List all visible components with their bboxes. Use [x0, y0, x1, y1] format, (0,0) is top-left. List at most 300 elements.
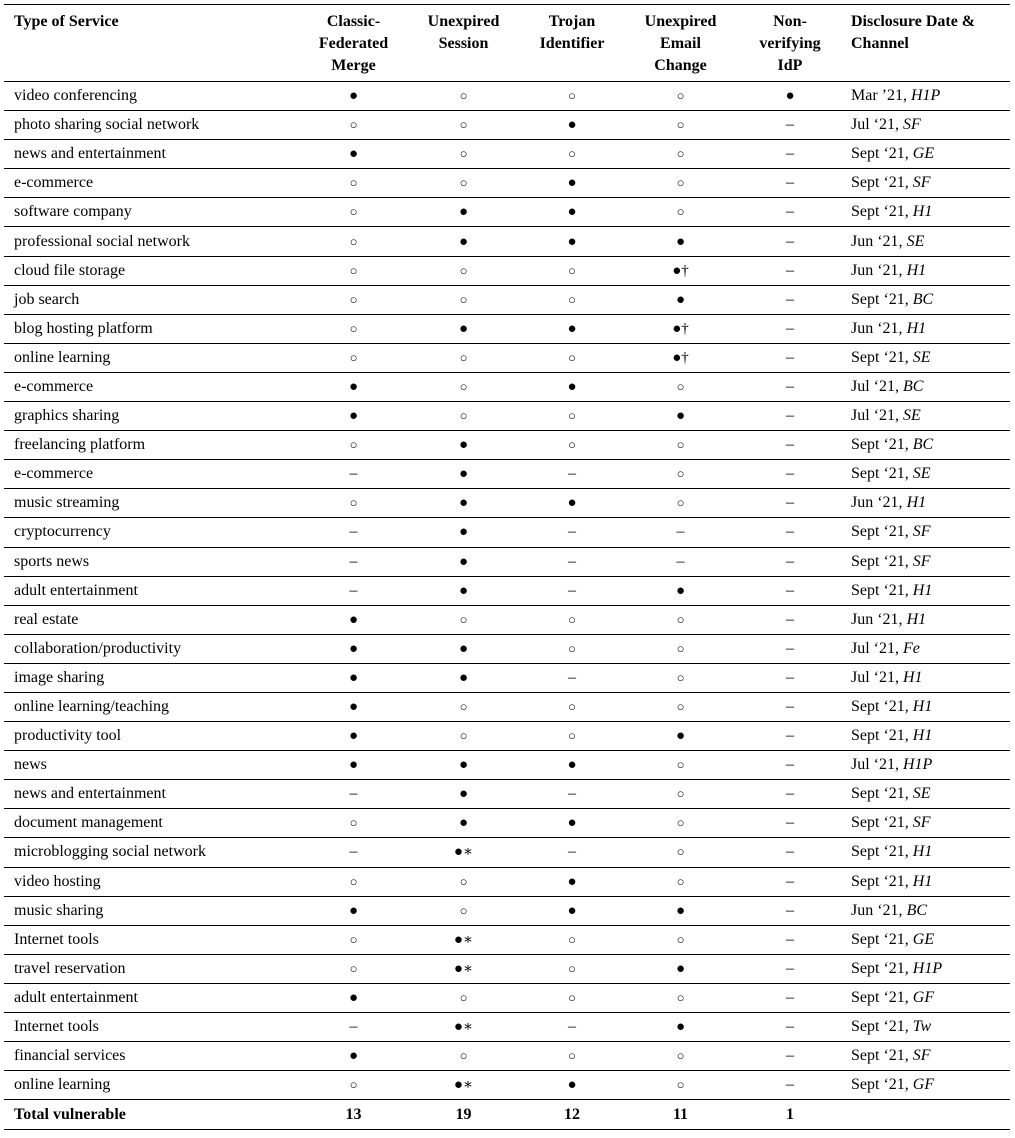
disclosure-channel: H1: [906, 319, 927, 337]
dash-icon: –: [786, 552, 794, 570]
unexpired-email-change-cell: [622, 867, 739, 896]
classic-federated-merge-cell: [302, 983, 405, 1012]
classic-federated-merge-cell: [302, 111, 405, 140]
unexpired-email-change-cell: [622, 402, 739, 431]
table-row: [4, 1013, 1010, 1042]
non-verifying-idp-cell: [739, 634, 841, 663]
dash-icon: –: [786, 727, 794, 745]
dash-icon: –: [786, 290, 794, 308]
disclosure-date: Sept ‘21,: [851, 436, 909, 454]
trojan-identifier-cell: [522, 169, 622, 198]
trojan-identifier-cell: [522, 751, 622, 780]
dash-icon: –: [786, 174, 794, 192]
service-type-cell: e-commerce: [14, 174, 94, 192]
trojan-identifier-cell: [522, 489, 622, 518]
unexpired-session-cell: [405, 838, 522, 867]
disclosure-date: Sept ‘21,: [851, 348, 909, 366]
service-type-cell: adult entertainment: [14, 581, 138, 599]
trojan-identifier-cell: [522, 925, 622, 954]
classic-federated-merge-cell: [302, 605, 405, 634]
dash-icon: –: [786, 407, 794, 425]
disclosure-date: Jun ‘21,: [851, 261, 903, 279]
disclosure-cell: [841, 1013, 1010, 1042]
header-row: [4, 5, 1010, 82]
open-circle-icon: ○: [676, 699, 685, 715]
disclosure-cell: [841, 314, 1010, 343]
unexpired-session-cell: [405, 256, 522, 285]
dash-icon: –: [786, 1018, 794, 1036]
filled-circle-icon: ●: [458, 815, 469, 832]
disclosure-channel: SE: [912, 348, 931, 366]
table-row: [4, 402, 1010, 431]
non-verifying-idp-cell: [739, 605, 841, 634]
trojan-identifier-cell: [522, 111, 622, 140]
service-type-cell: news and entertainment: [14, 785, 166, 803]
disclosure-channel: SE: [906, 232, 925, 250]
filled-circle-icon: ●: [567, 873, 577, 890]
disclosure-channel: H1P: [910, 87, 941, 105]
unexpired-email-change-cell: [622, 111, 739, 140]
filled-circle-icon: ●: [567, 902, 577, 919]
table-row: [4, 489, 1010, 518]
disclosure-cell: [841, 954, 1010, 983]
trojan-identifier-cell: [522, 140, 622, 169]
open-circle-icon: ○: [676, 204, 685, 220]
unexpired-email-change-cell: [622, 1071, 739, 1100]
table-row: [4, 285, 1010, 314]
disclosure-cell: [841, 751, 1010, 780]
service-type-cell: cryptocurrency: [14, 523, 111, 541]
open-circle-icon: ○: [676, 873, 685, 889]
service-type-cell: microblogging social network: [14, 843, 206, 861]
trojan-identifier-cell: [522, 576, 622, 605]
disclosure-date: Sept ‘21,: [851, 930, 909, 948]
total-empty-cell: [841, 1100, 1010, 1130]
unexpired-session-cell: [405, 663, 522, 692]
non-verifying-idp-cell: [739, 925, 841, 954]
classic-federated-merge-cell: [302, 227, 405, 256]
service-type-cell: Internet tools: [14, 1018, 99, 1036]
open-circle-icon: ○: [676, 495, 685, 511]
dash-icon: –: [349, 581, 358, 599]
classic-federated-merge-cell: [302, 896, 405, 925]
service-type-cell: adult entertainment: [14, 988, 138, 1006]
disclosure-date: Sept ‘21,: [851, 581, 909, 599]
classic-federated-merge-cell: [302, 838, 405, 867]
open-circle-icon: ○: [349, 204, 358, 220]
open-circle-icon: ○: [568, 88, 576, 104]
unexpired-session-cell: [405, 634, 522, 663]
filled-circle-icon: ●∗: [453, 1019, 474, 1036]
dash-icon: –: [786, 668, 794, 686]
non-verifying-idp-cell: [739, 722, 841, 751]
classic-federated-merge-cell: [302, 518, 405, 547]
open-circle-icon: ○: [459, 175, 468, 191]
trojan-identifier-cell: [522, 780, 622, 809]
filled-circle-icon: ●: [458, 437, 469, 454]
trojan-identifier-cell: [522, 256, 622, 285]
vulnerability-table: [4, 4, 1010, 1130]
unexpired-email-change-cell: [622, 605, 739, 634]
header-classic-federated-merge: Classic- Federated Merge: [318, 13, 389, 74]
non-verifying-idp-cell: [739, 402, 841, 431]
filled-circle-icon: ●: [567, 204, 577, 221]
unexpired-session-cell: [405, 722, 522, 751]
disclosure-channel: BC: [912, 290, 934, 308]
open-circle-icon: ○: [676, 844, 685, 860]
total-classic-federated-merge: 13: [345, 1105, 362, 1123]
trojan-identifier-cell: [522, 1013, 622, 1042]
dash-icon: –: [349, 552, 358, 570]
filled-circle-icon: ●: [458, 524, 469, 541]
disclosure-channel: SF: [912, 174, 931, 192]
table-row: [4, 896, 1010, 925]
non-verifying-idp-cell: [739, 256, 841, 285]
filled-circle-icon: ●†: [672, 262, 689, 279]
disclosure-cell: [841, 547, 1010, 576]
table-row: [4, 140, 1010, 169]
filled-circle-icon: ●: [567, 495, 577, 512]
filled-circle-icon: ●: [675, 291, 686, 308]
trojan-identifier-cell: [522, 198, 622, 227]
trojan-identifier-cell: [522, 663, 622, 692]
classic-federated-merge-cell: [302, 634, 405, 663]
open-circle-icon: ○: [459, 699, 468, 715]
disclosure-cell: [841, 896, 1010, 925]
trojan-identifier-cell: [522, 896, 622, 925]
trojan-identifier-cell: [522, 867, 622, 896]
non-verifying-idp-cell: [739, 489, 841, 518]
service-type-cell: financial services: [14, 1047, 126, 1065]
classic-federated-merge-cell: [302, 954, 405, 983]
classic-federated-merge-cell: [302, 1042, 405, 1071]
open-circle-icon: ○: [676, 815, 685, 831]
table-row: [4, 983, 1010, 1012]
table-row: [4, 431, 1010, 460]
disclosure-channel: GF: [912, 1076, 935, 1094]
open-circle-icon: ○: [349, 291, 358, 307]
disclosure-date: Sept ‘21,: [851, 727, 909, 745]
service-type-cell: document management: [14, 814, 163, 832]
classic-federated-merge-cell: [302, 256, 405, 285]
open-circle-icon: ○: [459, 873, 468, 889]
classic-federated-merge-cell: [302, 198, 405, 227]
unexpired-email-change-cell: [622, 169, 739, 198]
classic-federated-merge-cell: [302, 314, 405, 343]
table-row: [4, 372, 1010, 401]
filled-circle-icon: ●: [567, 1077, 577, 1094]
filled-circle-icon: ●: [675, 902, 686, 919]
non-verifying-idp-cell: [739, 82, 841, 111]
table-row: [4, 1071, 1010, 1100]
disclosure-channel: H1: [912, 698, 933, 716]
disclosure-cell: [841, 227, 1010, 256]
unexpired-email-change-cell: [622, 460, 739, 489]
table-row: [4, 256, 1010, 285]
filled-circle-icon: ●: [675, 408, 686, 425]
service-type-cell: image sharing: [14, 668, 105, 686]
open-circle-icon: ○: [676, 88, 685, 104]
non-verifying-idp-cell: [739, 547, 841, 576]
trojan-identifier-cell: [522, 402, 622, 431]
service-type-cell: e-commerce: [14, 465, 94, 483]
disclosure-date: Sept ‘21,: [851, 552, 909, 570]
trojan-identifier-cell: [522, 1071, 622, 1100]
unexpired-session-cell: [405, 751, 522, 780]
unexpired-session-cell: [405, 983, 522, 1012]
filled-circle-icon: ●: [567, 233, 577, 250]
non-verifying-idp-cell: [739, 838, 841, 867]
disclosure-date: Sept ‘21,: [851, 1047, 909, 1065]
table-row: [4, 663, 1010, 692]
dash-icon: –: [786, 901, 794, 919]
service-type-cell: photo sharing social network: [14, 116, 200, 134]
trojan-identifier-cell: [522, 838, 622, 867]
open-circle-icon: ○: [676, 931, 685, 947]
disclosure-channel: SE: [912, 465, 931, 483]
table-row: [4, 925, 1010, 954]
filled-circle-icon: ●∗: [453, 960, 474, 977]
unexpired-email-change-cell: [622, 518, 739, 547]
open-circle-icon: ○: [568, 349, 576, 365]
service-type-cell: graphics sharing: [14, 407, 120, 425]
non-verifying-idp-cell: [739, 1042, 841, 1071]
disclosure-date: Jul ‘21,: [851, 639, 899, 657]
filled-circle-icon: ●: [567, 378, 577, 395]
table-row: [4, 605, 1010, 634]
trojan-identifier-cell: [522, 82, 622, 111]
disclosure-channel: SF: [912, 814, 931, 832]
open-circle-icon: ○: [459, 117, 468, 133]
disclosure-cell: [841, 1071, 1010, 1100]
disclosure-channel: Fe: [903, 639, 920, 657]
unexpired-session-cell: [405, 140, 522, 169]
dash-icon: –: [786, 988, 794, 1006]
open-circle-icon: ○: [676, 669, 685, 685]
dash-icon: –: [568, 581, 576, 599]
open-circle-icon: ○: [349, 117, 358, 133]
disclosure-cell: [841, 489, 1010, 518]
classic-federated-merge-cell: [302, 867, 405, 896]
open-circle-icon: ○: [568, 291, 576, 307]
disclosure-channel: H1: [906, 261, 927, 279]
unexpired-session-cell: [405, 285, 522, 314]
dash-icon: –: [786, 639, 794, 657]
disclosure-channel: H1: [912, 581, 933, 599]
disclosure-channel: SF: [912, 552, 931, 570]
filled-circle-icon: ●: [458, 320, 469, 337]
total-trojan-identifier: 12: [564, 1105, 580, 1123]
header-trojan-identifier: Trojan Identifier: [539, 13, 605, 52]
disclosure-channel: BC: [903, 377, 924, 395]
table-row: [4, 169, 1010, 198]
open-circle-icon: ○: [459, 88, 468, 104]
dash-icon: –: [786, 348, 794, 366]
non-verifying-idp-cell: [739, 460, 841, 489]
unexpired-email-change-cell: [622, 372, 739, 401]
disclosure-date: Jun ‘21,: [851, 901, 903, 919]
filled-circle-icon: ●: [348, 640, 359, 657]
unexpired-email-change-cell: [622, 925, 739, 954]
disclosure-channel: SE: [912, 785, 931, 803]
open-circle-icon: ○: [459, 262, 468, 278]
filled-circle-icon: ●: [348, 1048, 359, 1065]
filled-circle-icon: ●: [675, 582, 686, 599]
filled-circle-icon: ●: [348, 728, 359, 745]
open-circle-icon: ○: [349, 815, 358, 831]
unexpired-email-change-cell: [622, 140, 739, 169]
unexpired-email-change-cell: [622, 1042, 739, 1071]
disclosure-channel: H1: [912, 843, 933, 861]
service-type-cell: sports news: [14, 552, 90, 570]
unexpired-session-cell: [405, 372, 522, 401]
open-circle-icon: ○: [676, 611, 685, 627]
disclosure-date: Sept ‘21,: [851, 523, 909, 541]
dash-icon: –: [676, 552, 685, 570]
service-type-cell: travel reservation: [14, 959, 126, 977]
unexpired-email-change-cell: [622, 1013, 739, 1042]
disclosure-cell: [841, 663, 1010, 692]
table-row: [4, 1042, 1010, 1071]
unexpired-session-cell: [405, 343, 522, 372]
unexpired-session-cell: [405, 431, 522, 460]
open-circle-icon: ○: [349, 262, 358, 278]
unexpired-session-cell: [405, 489, 522, 518]
filled-circle-icon: ●: [458, 466, 469, 483]
unexpired-email-change-cell: [622, 780, 739, 809]
service-type-cell: cloud file storage: [14, 261, 126, 279]
classic-federated-merge-cell: [302, 431, 405, 460]
disclosure-date: Sept ‘21,: [851, 785, 909, 803]
service-type-cell: music sharing: [14, 901, 104, 919]
non-verifying-idp-cell: [739, 867, 841, 896]
filled-circle-icon: ●: [348, 902, 359, 919]
filled-circle-icon: ●: [567, 757, 577, 774]
header-service-type: Type of Service: [14, 13, 119, 30]
filled-circle-icon: ●: [348, 378, 359, 395]
unexpired-session-cell: [405, 780, 522, 809]
open-circle-icon: ○: [459, 291, 468, 307]
trojan-identifier-cell: [522, 343, 622, 372]
open-circle-icon: ○: [676, 1048, 685, 1064]
header-disclosure-date-channel: Disclosure Date & Channel: [851, 13, 976, 52]
open-circle-icon: ○: [349, 233, 358, 249]
unexpired-session-cell: [405, 402, 522, 431]
non-verifying-idp-cell: [739, 431, 841, 460]
open-circle-icon: ○: [568, 146, 576, 162]
unexpired-session-cell: [405, 1013, 522, 1042]
dash-icon: –: [786, 1076, 794, 1094]
classic-federated-merge-cell: [302, 1071, 405, 1100]
unexpired-session-cell: [405, 692, 522, 721]
disclosure-cell: [841, 140, 1010, 169]
filled-circle-icon: ●: [458, 204, 469, 221]
service-type-cell: online learning: [14, 1076, 111, 1094]
dash-icon: –: [786, 785, 794, 803]
classic-federated-merge-cell: [302, 809, 405, 838]
disclosure-cell: [841, 634, 1010, 663]
disclosure-date: Jun ‘21,: [851, 610, 903, 628]
unexpired-session-cell: [405, 867, 522, 896]
table-row: [4, 634, 1010, 663]
classic-federated-merge-cell: [302, 343, 405, 372]
table-row: [4, 547, 1010, 576]
trojan-identifier-cell: [522, 692, 622, 721]
filled-circle-icon: ●: [348, 611, 359, 628]
service-type-cell: professional social network: [14, 232, 190, 250]
disclosure-date: Sept ‘21,: [851, 465, 909, 483]
non-verifying-idp-cell: [739, 198, 841, 227]
open-circle-icon: ○: [676, 786, 685, 802]
open-circle-icon: ○: [568, 611, 576, 627]
filled-circle-icon: ●: [675, 1019, 686, 1036]
disclosure-date: Jul ‘21,: [851, 756, 899, 774]
unexpired-email-change-cell: [622, 838, 739, 867]
table-row: [4, 692, 1010, 721]
filled-circle-icon: ●: [348, 146, 359, 163]
filled-circle-icon: ●: [675, 233, 686, 250]
unexpired-session-cell: [405, 227, 522, 256]
dash-icon: –: [568, 785, 576, 803]
open-circle-icon: ○: [349, 175, 358, 191]
dash-icon: –: [568, 465, 576, 483]
disclosure-date: Jun ‘21,: [851, 494, 903, 512]
open-circle-icon: ○: [568, 728, 576, 744]
open-circle-icon: ○: [676, 640, 685, 656]
filled-circle-icon: ●: [458, 553, 469, 570]
filled-circle-icon: ●: [458, 495, 469, 512]
disclosure-channel: H1: [912, 203, 933, 221]
disclosure-cell: [841, 402, 1010, 431]
disclosure-cell: [841, 343, 1010, 372]
dash-icon: –: [786, 465, 794, 483]
total-non-verifying-idp: 1: [786, 1105, 794, 1123]
service-type-cell: Internet tools: [14, 930, 99, 948]
disclosure-channel: H1P: [903, 756, 933, 774]
dash-icon: –: [349, 465, 358, 483]
unexpired-session-cell: [405, 1042, 522, 1071]
service-type-cell: video hosting: [14, 872, 101, 890]
filled-circle-icon: ●†: [672, 349, 689, 366]
open-circle-icon: ○: [349, 437, 358, 453]
non-verifying-idp-cell: [739, 692, 841, 721]
dash-icon: –: [786, 145, 794, 163]
unexpired-email-change-cell: [622, 896, 739, 925]
disclosure-cell: [841, 867, 1010, 896]
dash-icon: –: [568, 523, 576, 541]
disclosure-date: Jul ‘21,: [851, 668, 899, 686]
unexpired-session-cell: [405, 605, 522, 634]
unexpired-session-cell: [405, 169, 522, 198]
open-circle-icon: ○: [349, 873, 358, 889]
table-row: [4, 954, 1010, 983]
disclosure-cell: [841, 809, 1010, 838]
open-circle-icon: ○: [349, 320, 358, 336]
filled-circle-icon: ●: [458, 640, 469, 657]
classic-federated-merge-cell: [302, 82, 405, 111]
disclosure-cell: [841, 605, 1010, 634]
filled-circle-icon: ●: [348, 88, 359, 105]
service-type-cell: news: [14, 756, 47, 774]
unexpired-session-cell: [405, 1071, 522, 1100]
unexpired-session-cell: [405, 954, 522, 983]
open-circle-icon: ○: [568, 960, 576, 976]
unexpired-email-change-cell: [622, 983, 739, 1012]
unexpired-session-cell: [405, 896, 522, 925]
filled-circle-icon: ●: [567, 815, 577, 832]
dash-icon: –: [786, 1047, 794, 1065]
dash-icon: –: [568, 552, 576, 570]
